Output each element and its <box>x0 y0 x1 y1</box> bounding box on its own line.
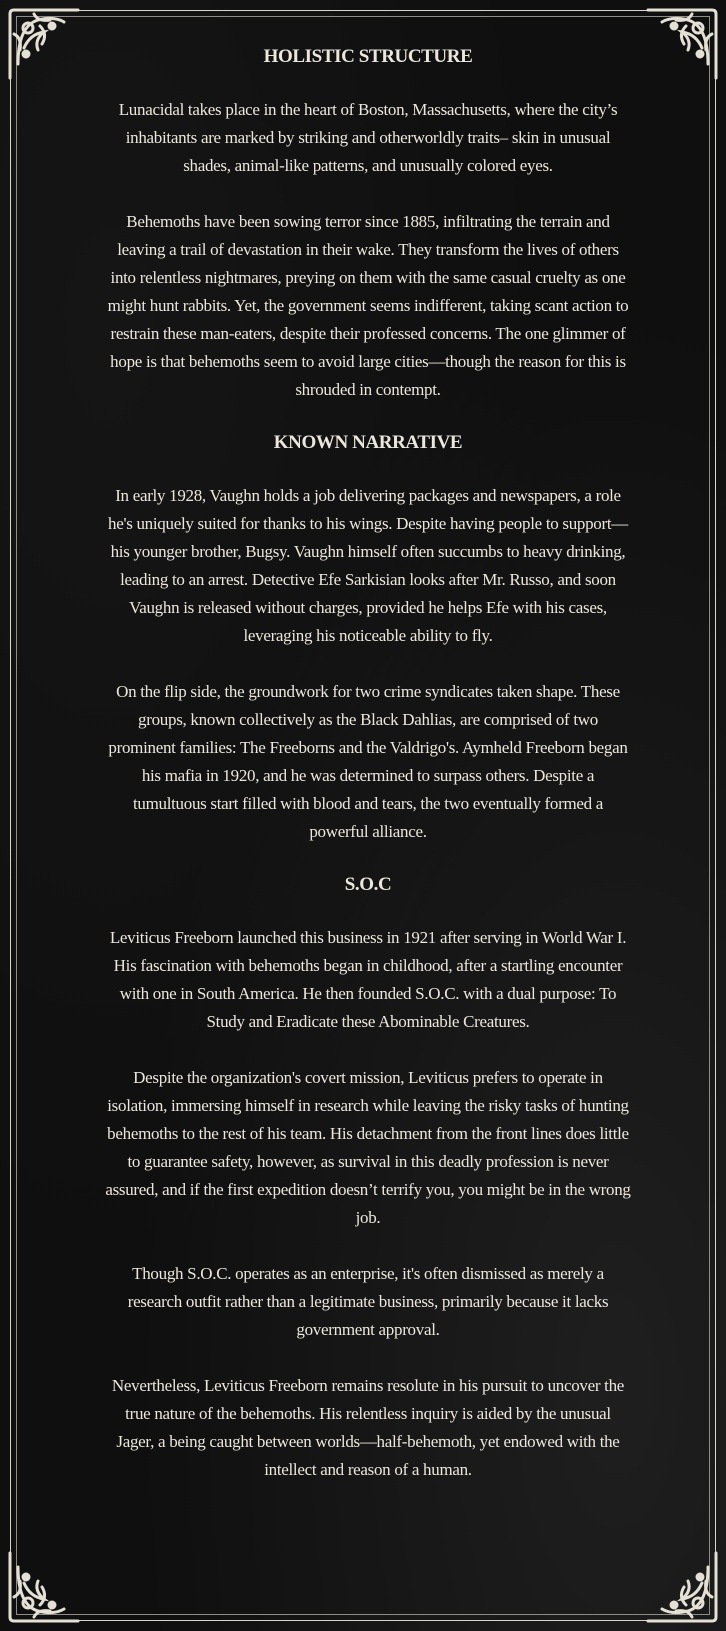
paragraph: Nevertheless, Leviticus Freeborn remains resolute in his pursuit to uncover the true nature of the behemoths. His relentless inquiry is aided by the unusual Jager, a being caught between worlds—half-behemoth, yet endowed with the intellect and reason of a human. <box>111 1376 625 1479</box>
corner-ornament-icon <box>4 4 84 84</box>
corner-ornament-icon <box>642 4 722 84</box>
section-known-narrative <box>105 426 631 846</box>
section-heading: HOLISTIC STRUCTURE <box>263 46 473 67</box>
section-soc <box>105 868 631 1484</box>
corner-ornament-icon <box>4 1547 84 1627</box>
paragraph: Lunacidal takes place in the heart of Boston, Massachusetts, where the city’s inhabitants are marked by striking and otherworldly traits– skin in unusual shades, animal-like patterns, and unusually colored eyes. <box>118 100 618 175</box>
section-heading: S.O.C <box>344 874 392 895</box>
document-body <box>105 40 631 1484</box>
paragraph: In early 1928, Vaughn holds a job delivering packages and newspapers, a role he's uniquely suited for thanks to his wings. Despite having people to support— his younger brother, Bugsy. Vaughn himself often succumbs to heavy drinking, leading to an arrest. Detective Efe Sarkisian looks after Mr. Russo, and soon Vaughn is released without charges, provided he helps Efe with his cases, leveraging his noticeable ability to fly. <box>108 486 628 645</box>
paragraph: On the flip side, the groundwork for two crime syndicates taken shape. These groups, known collectively as the Black Dahlias, are comprised of two prominent families: The Freeborns and the Valdrigo's. Aymheld Freeborn began his mafia in 1920, and he was determined to surpass others. Despite a tumultuous start filled with blood and tears, the two eventually formed a powerful alliance. <box>108 682 628 841</box>
section-heading: KNOWN NARRATIVE <box>273 432 463 453</box>
section-holistic-structure <box>105 40 631 404</box>
paragraph: Though S.O.C. operates as an enterprise, it's often dismissed as merely a research outfit rather than a legitimate business, primarily because it lacks government approval. <box>127 1264 609 1339</box>
corner-ornament-icon <box>642 1547 722 1627</box>
paragraph: Leviticus Freeborn launched this business in 1921 after serving in World War I. His fascination with behemoths began in childhood, after a startling encounter with one in South America. He then founded S.O.C. with a dual purpose: To Study and Eradicate these Abominable Creatures. <box>109 928 627 1031</box>
paragraph: Despite the organization's covert mission, Leviticus prefers to operate in isolation, immersing himself in research while leaving the risky tasks of hunting behemoths to the rest of his team. His detachment from the front lines does little to guarantee safety, however, as survival in this deadly profession is never assured, and if the first expedition doesn’t terrify you, you might be in the wrong job. <box>105 1068 631 1227</box>
paragraph: Behemoths have been sowing terror since 1885, infiltrating the terrain and leaving a trail of devastation in their wake. They transform the lives of others into relentless nightmares, preying on them with the same casual cruelty as one might hunt rabbits. Yet, the government seems indifferent, taking scant action to restrain these man-eaters, despite their professed concerns. The one glimmer of hope is that behemoths seem to avoid large cities—though the reason for this is shrouded in contempt. <box>107 212 629 399</box>
